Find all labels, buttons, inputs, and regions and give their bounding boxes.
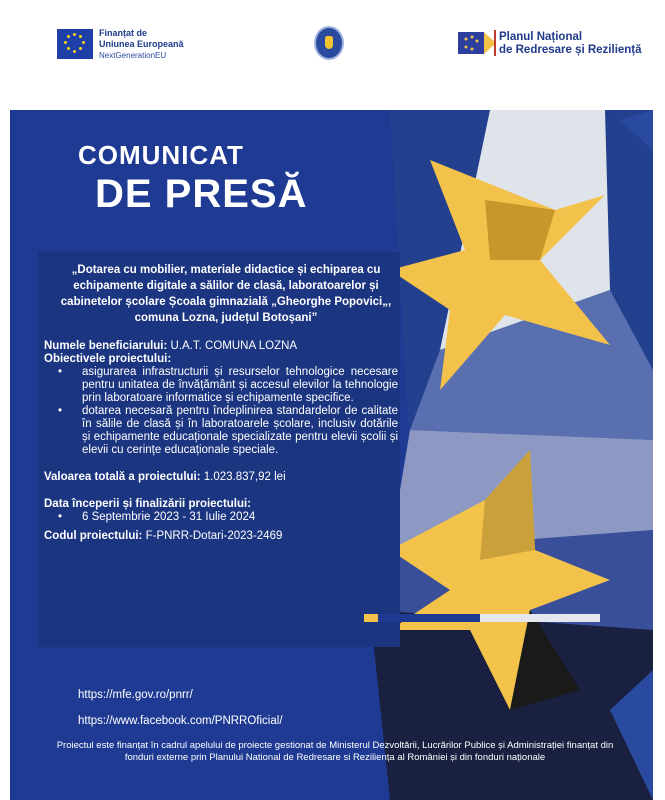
list-item: • 6 Septembrie 2023 - 31 Iulie 2024 bbox=[82, 511, 398, 524]
value-row bbox=[44, 471, 398, 484]
objectives-list bbox=[44, 366, 398, 457]
pnrr-label bbox=[499, 31, 642, 57]
eu-flag-icon bbox=[57, 29, 93, 59]
dates-label: Data începerii și finalizării proiectului: bbox=[44, 498, 252, 510]
eu-line2: Uniunea Europeană bbox=[99, 39, 184, 49]
objectives-label: Obiectivele proiectului: bbox=[44, 353, 172, 365]
project-title: „Dotarea cu mobilier, materiale didactice și echiparea cu echipamente digitale a sălilor de clasă, laboratoarelor și cabinetelor școlare Școala gimnazială „Gheorghe Popovici„, comuna Lozna, județul Botoșani” bbox=[60, 264, 392, 324]
link-facebook[interactable]: https://www.facebook.com/PNRROficial/ bbox=[78, 715, 283, 727]
pnrr-logo-icon bbox=[458, 30, 496, 56]
value-amount: 1.023.837,92 lei bbox=[203, 471, 286, 483]
value-label: Valoarea totală a proiectului: bbox=[44, 471, 201, 483]
funding-footnote: Proiectul este finanțat în cadrul apelului de proiecte gestionat de Ministerul Dezvoltării, Lucrărilor Publice și Administrației finanțat din fonduri externe prin Planului National de Redresare si Reziliența al României și din fonduri naționale bbox=[56, 740, 614, 763]
decorative-stripe bbox=[364, 614, 600, 622]
beneficiary-value: U.A.T. COMUNA LOZNA bbox=[170, 340, 298, 352]
header-bar bbox=[0, 0, 665, 110]
code-value: F-PNRR-Dotari-2023-2469 bbox=[145, 530, 283, 542]
link-mfe[interactable]: https://mfe.gov.ro/pnrr/ bbox=[78, 689, 193, 701]
code-label: Codul proiectului: bbox=[44, 530, 143, 542]
heading-line2: DE PRESĂ bbox=[95, 172, 308, 216]
project-details bbox=[44, 340, 398, 543]
government-crest-icon bbox=[314, 26, 344, 60]
pnrr-line1: Planul Național bbox=[499, 31, 583, 43]
pnrr-line2: de Redresare și Reziliență bbox=[499, 44, 642, 56]
code-row bbox=[44, 530, 398, 543]
links-block bbox=[78, 682, 283, 734]
beneficiary-label: Numele beneficiarului: bbox=[44, 340, 168, 352]
beneficiary-row bbox=[44, 340, 398, 353]
press-poster bbox=[10, 110, 653, 800]
eu-line1: Finanțat de bbox=[99, 28, 148, 38]
dates-list bbox=[44, 511, 398, 524]
list-item: • dotarea necesară pentru îndeplinirea standardelor de calitate în sălile de clasă și în laboratoarele școlare, inclusiv dotările și echipamente educaționale specializate pentru elevii școlii și elevii cu cerințe educaționale speciale. bbox=[82, 405, 398, 457]
eu-line3: NextGenerationEU bbox=[99, 51, 167, 60]
eu-funding-label bbox=[99, 28, 184, 61]
list-item: • asigurarea infrastructurii și resurselor tehnologice necesare pentru unitatea de învățământ și accesul elevilor la tehnologie prin laboratoare informatice și echipamente specifice. bbox=[82, 366, 398, 405]
heading-line1: COMUNICAT bbox=[78, 140, 244, 170]
